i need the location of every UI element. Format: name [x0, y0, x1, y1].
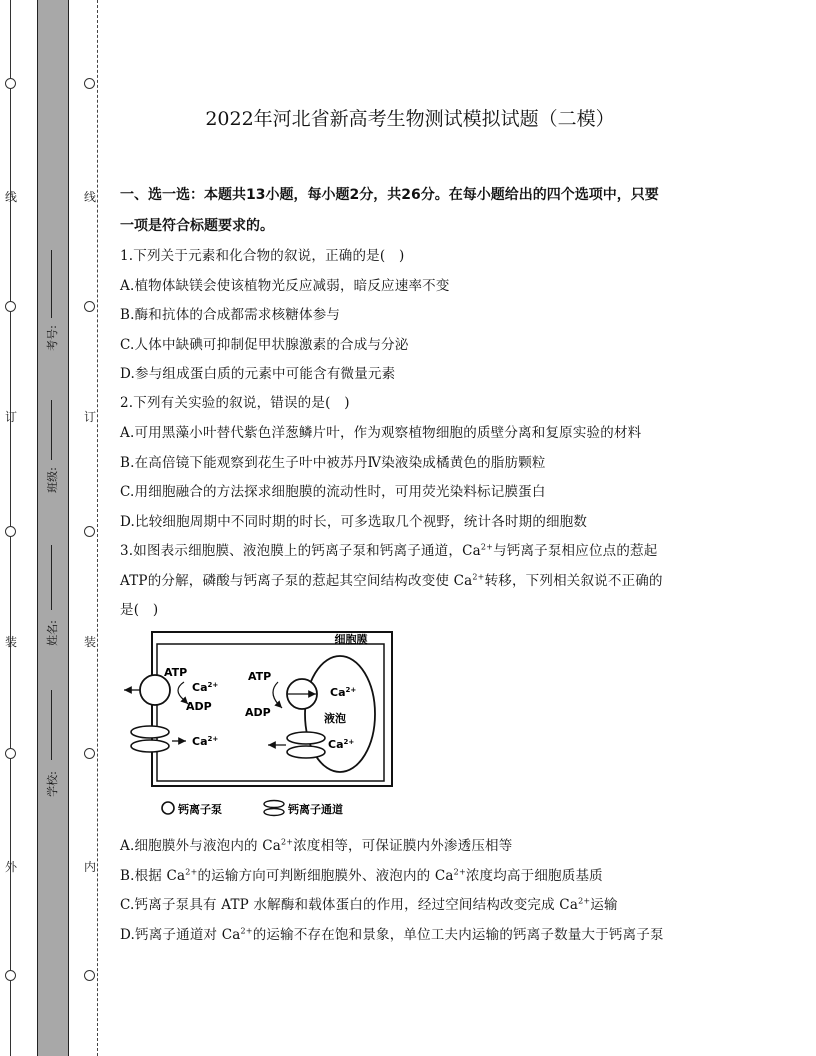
question-3-option-a: A.细胞膜外与液泡内的 $Ca^{2+}$浓度相等，可保证膜内外渗透压相等 — [120, 837, 513, 854]
binding-hole — [84, 301, 95, 312]
binding-hole — [5, 301, 16, 312]
question-3-option-b: B.根据 $Ca^{2+}$的运输方向可判断细胞膜外、液泡内的 $Ca^{2+}$浓度均高于细胞质基质 — [120, 867, 603, 884]
cell-atp-label: ATP — [164, 666, 188, 679]
school-field[interactable] — [43, 690, 61, 810]
section-line-1: 一、选一选：本题共13小题，每小题2分，共26分。在每小题给出的四个选项中，只要 — [120, 187, 659, 203]
question-3-stem-line-3: 是( ) — [120, 602, 159, 618]
margin-outer-char: 装 — [4, 635, 17, 649]
binding-band — [37, 0, 69, 1056]
cell-adp-label: ADP — [186, 700, 212, 713]
vacuole-channel-ca-label: $Ca^{2+}$ — [328, 738, 355, 751]
binding-hole — [5, 78, 16, 89]
name-field[interactable] — [43, 545, 61, 665]
binding-hole — [5, 526, 16, 537]
binding-hole — [5, 970, 16, 981]
binding-hole — [84, 78, 95, 89]
question-3-option-d: D.钙离子通道对 $Ca^{2+}$的运输不存在饱和景象，单位工夫内运输的钙离子数量大于钙离子泵 — [120, 926, 664, 943]
question-2-option-c: C.用细胞融合的方法探求细胞膜的流动性时，可用荧光染料标记膜蛋白 — [120, 484, 546, 500]
cell-pump-icon — [140, 675, 170, 705]
question-1-option-a: A.植物体缺镁会使该植物光反应减弱，暗反应速率不变 — [120, 278, 450, 294]
question-3-stem-line-2: ATP的分解，磷酸与钙离子泵的惹起其空间结构改变使 $Ca^{2+}$转移，下列相关叙说不正确的 — [120, 572, 663, 589]
legend-channel-label: 钙离子通道 — [288, 803, 343, 816]
binding-hole — [84, 970, 95, 981]
legend-pump-icon — [162, 802, 174, 814]
vacuole-adp-label: ADP — [245, 706, 271, 719]
margin-outer-char: 订 — [4, 410, 17, 424]
membrane-label: 细胞膜 — [334, 633, 368, 646]
vacuole-ca-label: $Ca^{2+}$ — [330, 686, 357, 699]
margin-outer-char: 线 — [4, 190, 17, 204]
name-label: 姓名: — [46, 620, 59, 646]
binding-hole — [84, 748, 95, 759]
binding-hole — [84, 526, 95, 537]
legend-pump-label: 钙离子泵 — [178, 803, 222, 816]
legend-channel-icon — [264, 801, 284, 808]
vacuole-channel-icon — [287, 732, 325, 744]
vacuole-atp-label: ATP — [248, 670, 272, 683]
question-1-option-d: D.参与组成蛋白质的元素中可能含有微量元素 — [120, 366, 396, 382]
diagram-svg — [120, 628, 400, 828]
binding-hole — [5, 748, 16, 759]
question-1-option-c: C.人体中缺碘可抑制促甲状腺激素的合成与分泌 — [120, 337, 409, 353]
margin-inner-char: 订 — [83, 410, 96, 424]
cell-ca-label: $Ca^{2+}$ — [192, 681, 219, 694]
question-2-option-b: B.在高倍镜下能观察到花生子叶中被苏丹Ⅳ染液染成橘黄色的脂肪颗粒 — [120, 455, 546, 471]
exam-number-field[interactable] — [43, 250, 61, 380]
vacuole-label: 液泡 — [324, 712, 346, 725]
section-instructions — [120, 180, 705, 242]
cell-channel-icon — [131, 726, 169, 738]
question-2-option-d: D.比较细胞周期中不同时期的时长，可多选取几个视野，统计各时期的细胞数 — [120, 514, 588, 530]
question-3-stem-line-1: 3.如图表示细胞膜、液泡膜上的钙离子泵和钙离子通道，$Ca^{2+}$与钙离子泵相应位点的惹起 — [120, 542, 658, 559]
question-3-option-c: C.钙离子泵具有 ATP 水解酶和载体蛋白的作用，经过空间结构改变完成 $Ca^{2+}$运输 — [120, 896, 618, 913]
question-2-option-a: A.可用黑藻小叶替代紫色洋葱鳞片叶，作为观察植物细胞的质壁分离和复原实验的材料 — [120, 425, 642, 441]
exam-number-label: 考号: — [46, 325, 59, 351]
margin-dashed-line — [97, 0, 98, 1056]
section-line-2: 一项是符合标题要求的。 — [120, 218, 274, 234]
channel-ca-label: $Ca^{2+}$ — [192, 735, 219, 748]
class-field[interactable] — [43, 400, 61, 520]
question-2-stem: 2.下列有关实验的叙说，错误的是( ) — [120, 395, 350, 411]
margin-inner-char: 线 — [83, 190, 96, 204]
page-title: 2022年河北省新高考生物测试模拟试题（二模） — [205, 108, 615, 130]
cell-membrane-diagram — [120, 628, 400, 828]
question-1-stem: 1.下列关于元素和化合物的叙说，正确的是( ) — [120, 248, 405, 264]
margin-inner-char: 内 — [83, 860, 96, 874]
margin-inner-char: 装 — [83, 635, 96, 649]
margin-outer-char: 外 — [4, 860, 17, 874]
question-1-option-b: B.酶和抗体的合成都需求核糖体参与 — [120, 307, 341, 323]
school-label: 学校: — [46, 771, 59, 797]
class-label: 班级: — [46, 467, 59, 493]
